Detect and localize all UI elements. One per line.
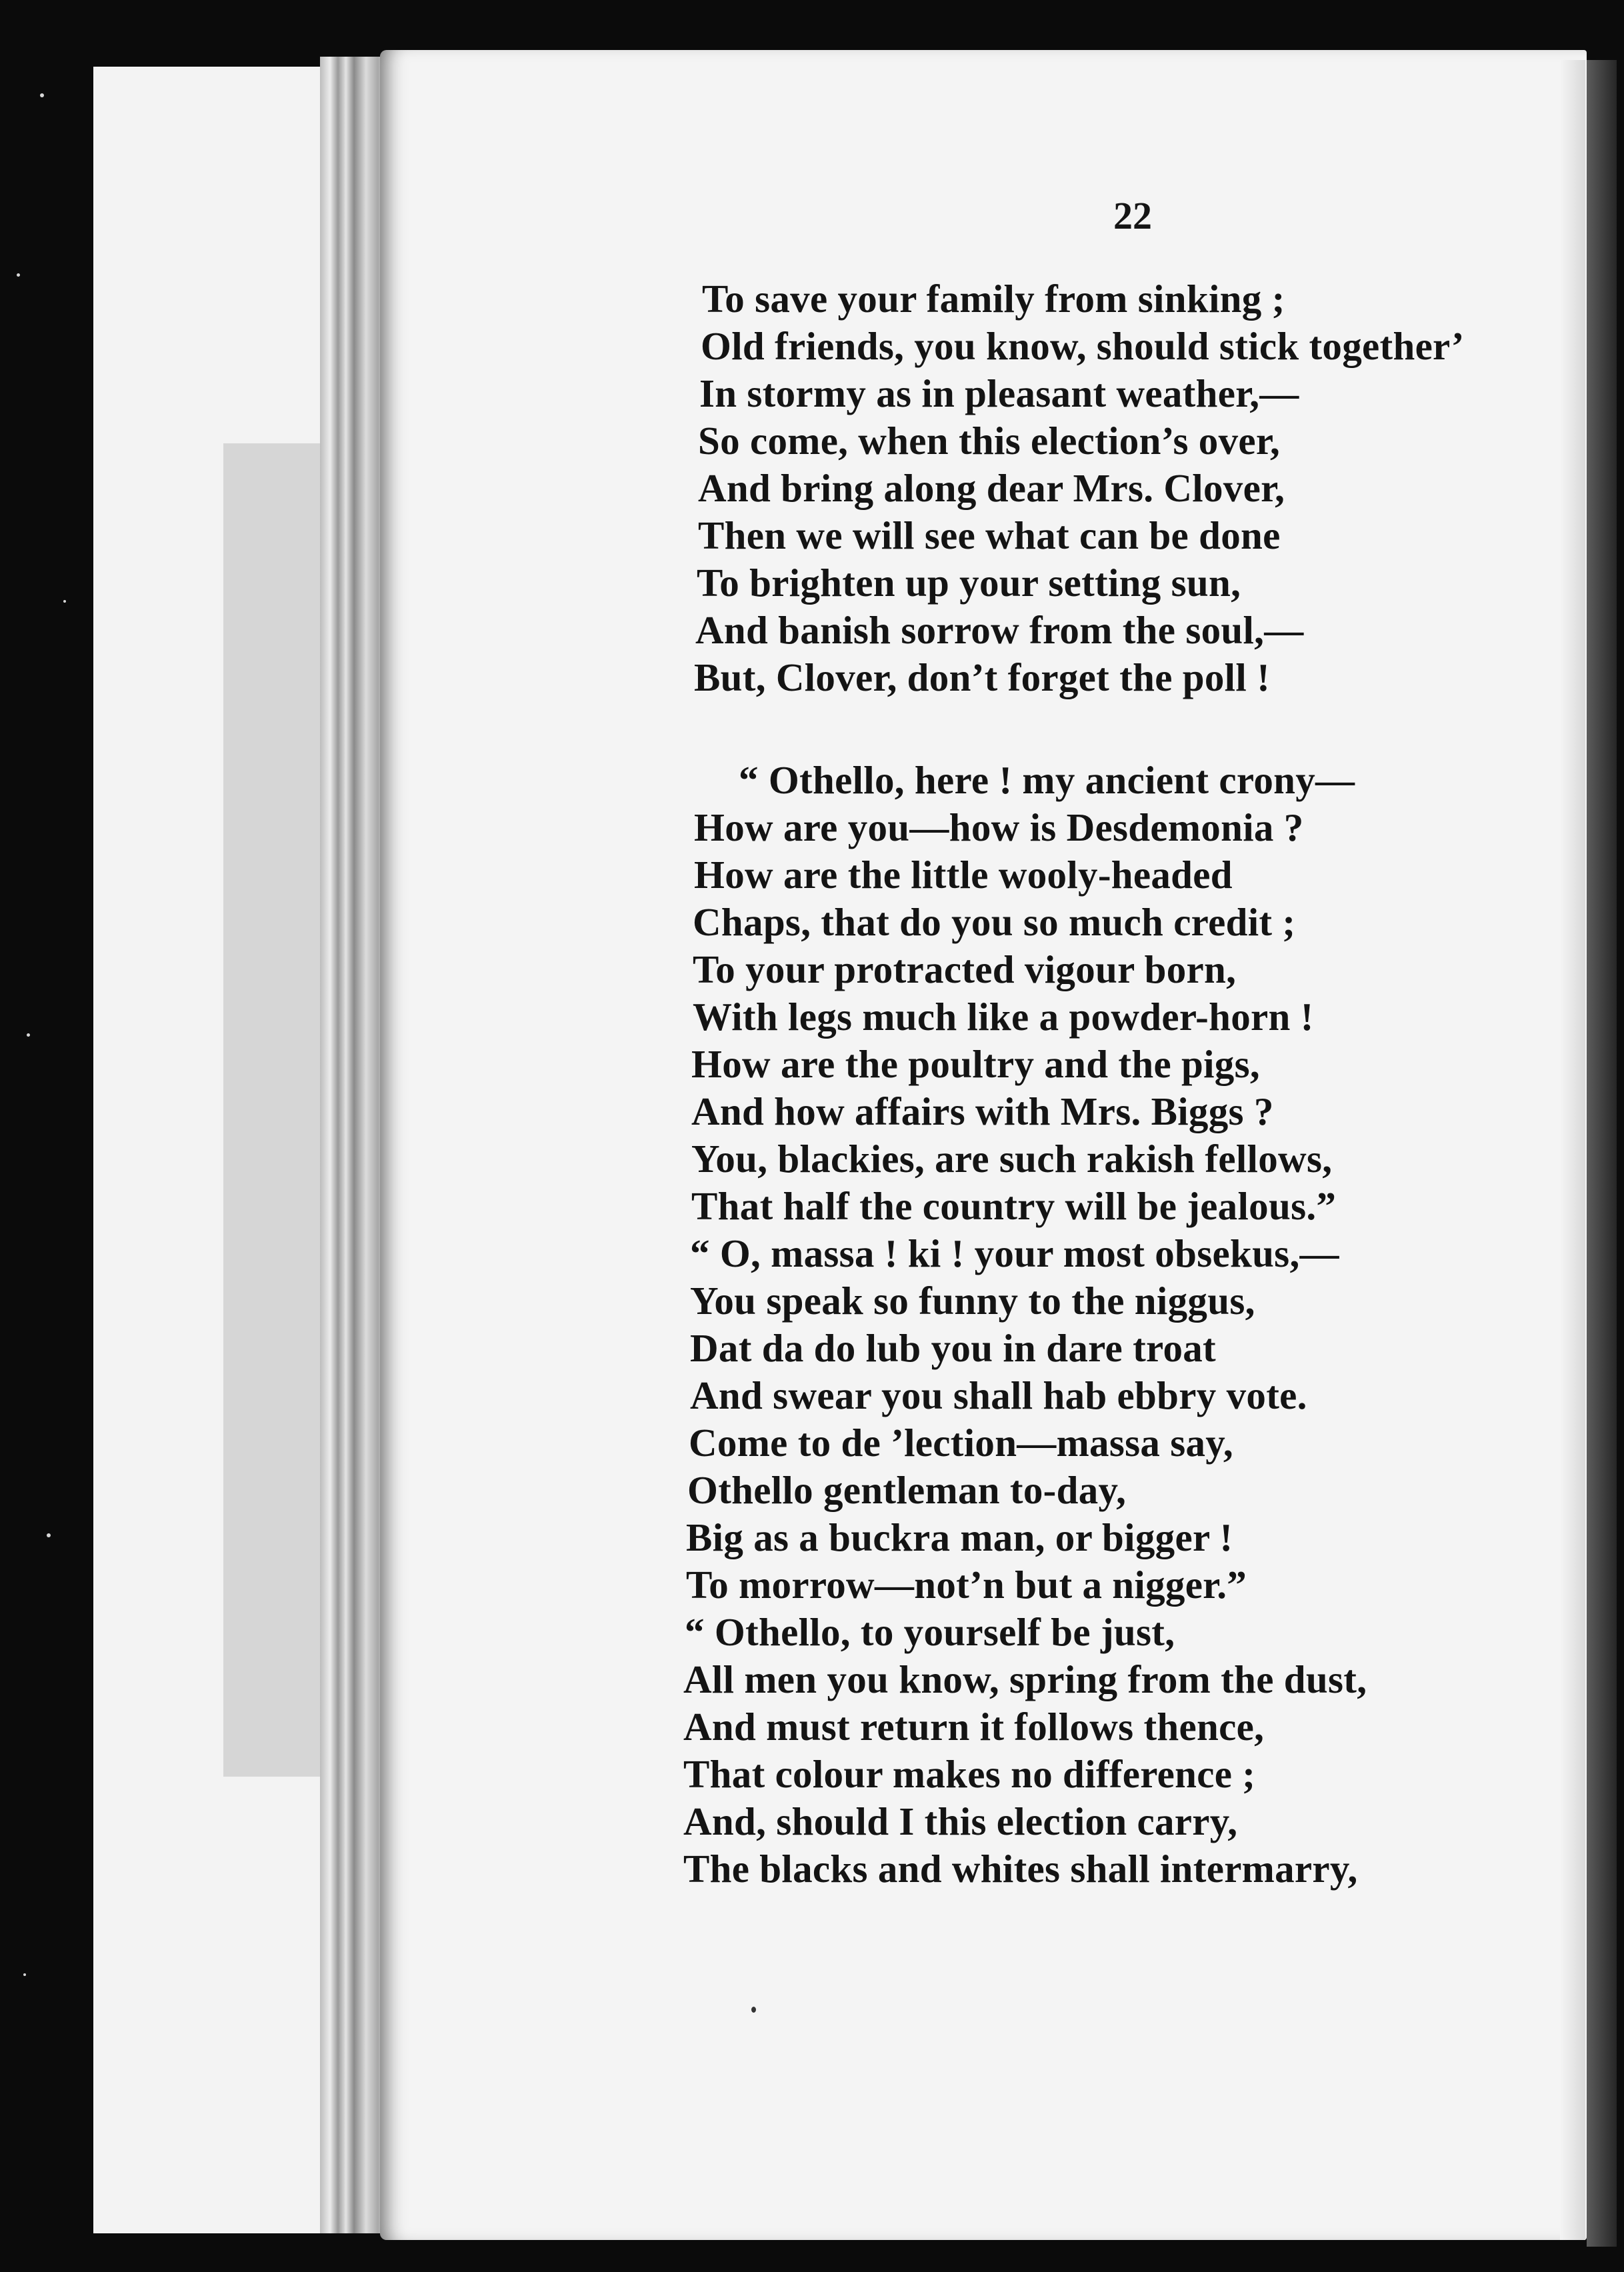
- poem-line: To save your family from sinking ;: [702, 277, 1285, 321]
- poem-line: Big as a buckra man, or bigger !: [686, 1515, 1233, 1559]
- film-speck: [17, 273, 20, 277]
- poem-line: You speak so funny to the niggus,: [690, 1279, 1255, 1323]
- film-speck: [63, 600, 66, 603]
- book-cover-edge: [1587, 60, 1617, 2247]
- poem-line: So come, when this election’s over,: [698, 419, 1281, 463]
- poem-line: How are you—how is Desdemonia ?: [694, 805, 1304, 849]
- poem-line: “ O, massa ! ki ! your most obsekus,—: [690, 1231, 1339, 1275]
- poem-line: The blacks and whites shall intermarry,: [683, 1847, 1358, 1891]
- poem-line: Othello gentleman to-day,: [687, 1468, 1127, 1512]
- poem-line: “ Othello, to yourself be just,: [685, 1610, 1175, 1654]
- poem-line: Dat da do lub you in dare troat: [690, 1326, 1217, 1370]
- poem-line: Chaps, that do you so much credit ;: [693, 900, 1296, 944]
- poem-line: How are the little wooly-headed: [694, 853, 1233, 897]
- poem-line: And banish sorrow from the soul,—: [695, 608, 1304, 652]
- poem-line: With legs much like a powder-horn !: [693, 995, 1314, 1039]
- poem-line: “ Othello, here ! my ancient crony—: [739, 758, 1355, 802]
- poem-line: In stormy as in pleasant weather,—: [699, 371, 1299, 415]
- poem-line: How are the poultry and the pigs,: [691, 1042, 1260, 1086]
- poem-line: To morrow—not’n but a nigger.”: [686, 1563, 1247, 1607]
- poem-line: That half the country will be jealous.”: [691, 1184, 1337, 1228]
- poem-line: You, blackies, are such rakish fellows,: [691, 1137, 1333, 1181]
- ink-dot: [751, 2007, 756, 2013]
- poem-line: And bring along dear Mrs. Clover,: [698, 466, 1285, 510]
- poem-line: Come to de ’lection—massa say,: [689, 1421, 1233, 1465]
- film-speck: [27, 1033, 30, 1037]
- poem-line: To brighten up your setting sun,: [697, 561, 1241, 605]
- poem-line: That colour makes no difference ;: [683, 1752, 1256, 1796]
- poem-line: Then we will see what can be done: [698, 513, 1281, 557]
- poem-line: And swear you shall hab ebbry vote.: [690, 1373, 1307, 1417]
- poem-line: But, Clover, don’t forget the poll !: [694, 655, 1271, 699]
- film-speck: [40, 93, 44, 97]
- film-speck: [47, 1533, 51, 1537]
- poem-line: All men you know, spring from the dust,: [683, 1657, 1367, 1701]
- poem-line: And must return it follows thence,: [683, 1705, 1265, 1749]
- poem-line: To your protracted vigour born,: [693, 947, 1237, 991]
- film-speck: [23, 1973, 26, 1976]
- poem-line: And, should I this election carry,: [683, 1799, 1238, 1843]
- poem-line: And how affairs with Mrs. Biggs ?: [691, 1089, 1274, 1133]
- poem-line: Old friends, you know, should stick together’: [701, 324, 1465, 368]
- page-shadow-strip: [223, 443, 320, 1777]
- page-right-edge: [1560, 60, 1585, 2240]
- page-number: 22: [1113, 194, 1152, 237]
